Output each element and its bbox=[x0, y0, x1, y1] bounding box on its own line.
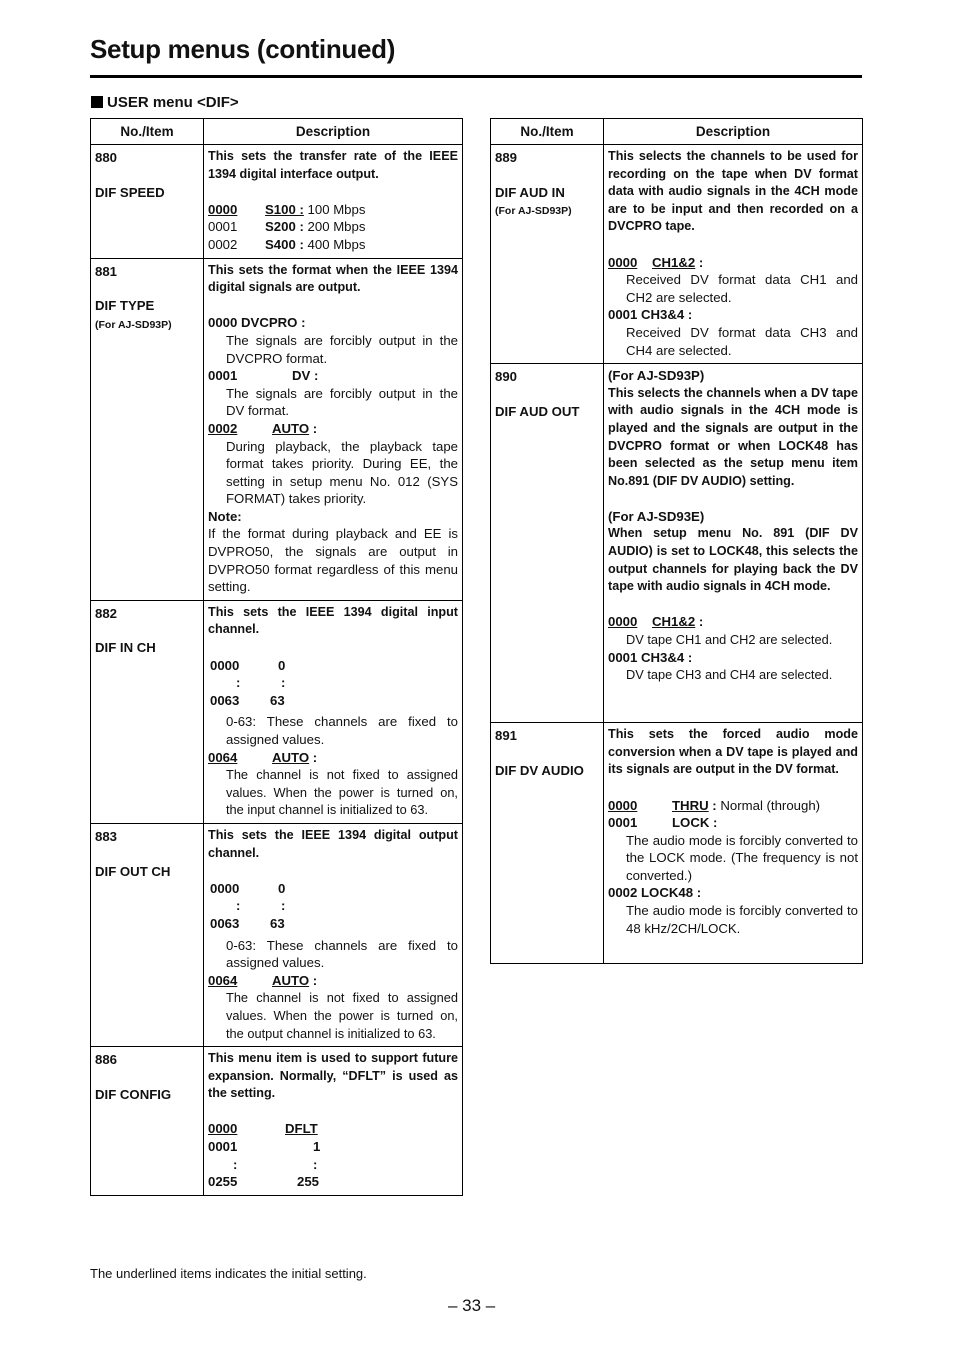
description-cell bbox=[204, 145, 463, 259]
note-label: Note: bbox=[208, 508, 242, 524]
option-line: 0002 AUTO : bbox=[208, 420, 318, 436]
header-description: Description bbox=[204, 119, 463, 145]
model-heading: (For AJ-SD93E) bbox=[608, 508, 705, 524]
option-key: LOCK : bbox=[672, 815, 718, 831]
option-line: 0001 CH3&4 : bbox=[608, 649, 693, 665]
range-ellipsis: : : bbox=[233, 1156, 318, 1172]
item-cell bbox=[491, 364, 604, 723]
option-key: AUTO bbox=[272, 972, 310, 988]
item-name: DIF DV AUDIO bbox=[495, 762, 584, 778]
option-code: 0000 bbox=[608, 614, 638, 630]
option-description: The channel is not fixed to assigned values. When the power is turned on, the output channel is initialized to 63. bbox=[226, 990, 458, 1041]
option-code: 0001 bbox=[208, 1139, 238, 1155]
item-number: 882 bbox=[95, 605, 118, 621]
option-description: Received DV format data CH3 and CH4 are selected. bbox=[626, 324, 858, 358]
left-menu-table bbox=[90, 118, 463, 1196]
item-cell bbox=[91, 258, 204, 600]
option-description: Received DV format data CH1 and CH2 are selected. bbox=[626, 272, 858, 305]
option-line bbox=[208, 201, 458, 219]
option-key: S100 : bbox=[265, 201, 304, 217]
option-line: 0000 DVCPRO : bbox=[208, 315, 306, 331]
option-key: AUTO bbox=[272, 749, 310, 765]
option-line bbox=[208, 1120, 458, 1138]
description-lead: This sets the transfer rate of the IEEE 1394 digital interface output. bbox=[208, 149, 458, 181]
section-heading bbox=[91, 94, 239, 111]
header-description: Description bbox=[604, 119, 863, 145]
option-line: 0064 AUTO : bbox=[208, 749, 318, 765]
option-line: 0000 CH1&2 : bbox=[608, 614, 704, 630]
option-value: 1 bbox=[313, 1139, 321, 1155]
option-value: 100 Mbps bbox=[307, 201, 366, 217]
option-line: 0000 CH1&2 : bbox=[608, 254, 704, 270]
table-row bbox=[491, 723, 863, 964]
table-row bbox=[91, 145, 463, 259]
range-description: 0-63: These channels are fixed to assigned values. bbox=[226, 714, 458, 747]
option-code: 0001 bbox=[608, 815, 638, 831]
section-heading-label: USER menu <DIF> bbox=[107, 94, 239, 111]
title-rule bbox=[90, 75, 862, 78]
option-line: 0064 AUTO : bbox=[208, 972, 318, 988]
table-row bbox=[91, 823, 463, 1046]
item-name: DIF AUD IN bbox=[495, 184, 565, 200]
option-description: The audio mode is forcibly converted to 48 kHz/2CH/LOCK. bbox=[626, 903, 858, 936]
option-key: S200 : bbox=[265, 219, 304, 235]
option-line bbox=[208, 1138, 458, 1156]
description-lead: This selects the channels when a DV tape with audio signals in the 4CH mode is played and the signals are output in the DVCPRO format or when LOCK48 has been selected as the setup menu item No.891 (DIF DV AUDIO) setting. bbox=[608, 385, 858, 488]
range-end: 0063 63 bbox=[210, 692, 285, 708]
option-key: THRU bbox=[672, 797, 709, 813]
description-lead: This menu item is used to support future expansion. Normally, “DFLT” is used as the setting. bbox=[208, 1051, 458, 1101]
page-title: Setup menus (continued) bbox=[90, 34, 396, 64]
option-value: Normal (through) bbox=[720, 797, 821, 813]
option-key: S400 : bbox=[265, 236, 304, 252]
description-lead: This selects the channels to be used for recording on the tape when DV format data with audio signals in the 4CH mode are to be input and then recorded on a DVCPRO tape. bbox=[608, 149, 858, 234]
description-lead: This sets the IEEE 1394 digital input channel. bbox=[208, 604, 458, 637]
page-number: – 33 – bbox=[448, 1296, 496, 1315]
table-row bbox=[491, 364, 863, 723]
table-header-row bbox=[491, 119, 863, 145]
item-number: 881 bbox=[95, 263, 118, 279]
option-code: 0064 bbox=[208, 749, 238, 765]
footer-note: The underlined items indicates the initial setting. bbox=[90, 1266, 367, 1281]
description-lead: When setup menu No. 891 (DIF DV AUDIO) is set to LOCK48, this selects the output channels for playing back the DV tape with audio signals in 4CH mode. bbox=[608, 526, 858, 594]
description-cell bbox=[204, 258, 463, 600]
option-code: 0002 bbox=[208, 420, 238, 436]
header-no-item: No./Item bbox=[491, 119, 604, 145]
range-description: 0-63: These channels are fixed to assigned values. bbox=[226, 937, 458, 971]
item-model-note: (For AJ-SD93P) bbox=[495, 205, 572, 218]
item-cell bbox=[491, 723, 604, 964]
option-description: The channel is not fixed to assigned values. When the power is turned on, the input channel is initialized to 63. bbox=[226, 767, 458, 818]
table-row bbox=[91, 600, 463, 823]
option-code: 0002 bbox=[208, 236, 238, 252]
item-name: DIF TYPE bbox=[95, 298, 155, 314]
option-value: 400 Mbps bbox=[307, 236, 366, 252]
note-text: If the format during playback and EE is DVPRO50, the signals are output in DVPRO50 format regardless of this menu setting. bbox=[208, 526, 458, 595]
item-cell bbox=[91, 823, 204, 1046]
description-cell bbox=[604, 723, 863, 964]
item-model-note: (For AJ-SD93P) bbox=[95, 318, 172, 331]
option-code: 0255 bbox=[208, 1174, 238, 1190]
option-code: 0000 bbox=[208, 1121, 238, 1137]
item-number: 891 bbox=[495, 728, 518, 744]
option-line bbox=[608, 814, 858, 832]
option-code: 0001 bbox=[208, 219, 238, 235]
option-line bbox=[208, 218, 458, 236]
option-line bbox=[208, 236, 458, 254]
model-heading: (For AJ-SD93P) bbox=[608, 368, 705, 384]
option-description: DV tape CH1 and CH2 are selected. bbox=[626, 632, 833, 648]
option-key: DV : bbox=[292, 368, 319, 384]
table-row bbox=[91, 258, 463, 600]
item-name: DIF AUD OUT bbox=[495, 403, 580, 419]
option-description: The signals are forcibly output in the DVCPRO format. bbox=[226, 332, 458, 366]
item-cell bbox=[91, 1047, 204, 1196]
description-cell bbox=[204, 1047, 463, 1196]
description-cell bbox=[204, 600, 463, 823]
item-number: 889 bbox=[495, 150, 518, 165]
item-name: DIF CONFIG bbox=[95, 1086, 172, 1102]
item-cell bbox=[91, 145, 204, 259]
option-line: 0002 LOCK48 : bbox=[608, 885, 702, 901]
item-cell bbox=[91, 600, 204, 823]
item-number: 890 bbox=[495, 369, 518, 385]
description-cell bbox=[604, 145, 863, 364]
description-lead: This sets the IEEE 1394 digital output channel. bbox=[208, 827, 458, 860]
option-value: 255 bbox=[297, 1174, 320, 1190]
table-header-row bbox=[91, 119, 463, 145]
range-ellipsis: : : bbox=[236, 675, 286, 691]
option-code: 0064 bbox=[208, 972, 238, 988]
header-no-item: No./Item bbox=[91, 119, 204, 145]
option-code: 0000 bbox=[208, 201, 238, 217]
right-menu-table bbox=[490, 118, 863, 964]
item-number: 886 bbox=[95, 1052, 118, 1068]
option-line bbox=[208, 367, 458, 385]
item-name: DIF OUT CH bbox=[95, 863, 171, 879]
option-key: CH1&2 bbox=[652, 614, 696, 630]
option-code: 0000 bbox=[608, 797, 638, 813]
item-name: DIF SPEED bbox=[95, 184, 165, 200]
option-line: 0000 THRU : Normal (through) bbox=[608, 797, 821, 813]
range-start: 0000 0 bbox=[210, 657, 286, 673]
table-row bbox=[491, 145, 863, 364]
option-key: CH1&2 bbox=[652, 254, 696, 270]
option-code: 0001 bbox=[208, 368, 238, 384]
table-row bbox=[91, 1047, 463, 1196]
item-name: DIF IN CH bbox=[95, 640, 156, 656]
option-description: The signals are forcibly output in the DV format. bbox=[226, 385, 458, 419]
option-line bbox=[208, 1173, 458, 1191]
item-number: 883 bbox=[95, 828, 118, 844]
option-description: The audio mode is forcibly converted to the LOCK mode. (The frequency is not converted.) bbox=[626, 832, 858, 883]
range-end: 0063 63 bbox=[210, 915, 285, 931]
option-description: During playback, the playback tape format takes priority. During EE, the setting in setup menu No. 012 (SYS FORMAT) takes priority. bbox=[226, 438, 458, 507]
description-cell bbox=[604, 364, 863, 723]
description-cell bbox=[204, 823, 463, 1046]
square-bullet-icon bbox=[91, 96, 103, 108]
item-cell bbox=[491, 145, 604, 364]
option-line: 0001 CH3&4 : bbox=[608, 307, 693, 323]
range-start: 0000 0 bbox=[210, 880, 286, 896]
option-code: 0000 bbox=[608, 254, 638, 270]
description-lead: This sets the forced audio mode conversion when a DV tape is played and its signals are output in the DV format. bbox=[608, 727, 858, 777]
item-number: 880 bbox=[95, 150, 118, 165]
option-value: DFLT bbox=[285, 1121, 318, 1137]
option-key: AUTO bbox=[272, 420, 310, 436]
option-description: DV tape CH3 and CH4 are selected. bbox=[626, 667, 833, 683]
option-value: 200 Mbps bbox=[307, 219, 366, 235]
range-ellipsis: : : bbox=[236, 898, 286, 914]
description-lead: This sets the format when the IEEE 1394 digital signals are output. bbox=[208, 262, 458, 295]
